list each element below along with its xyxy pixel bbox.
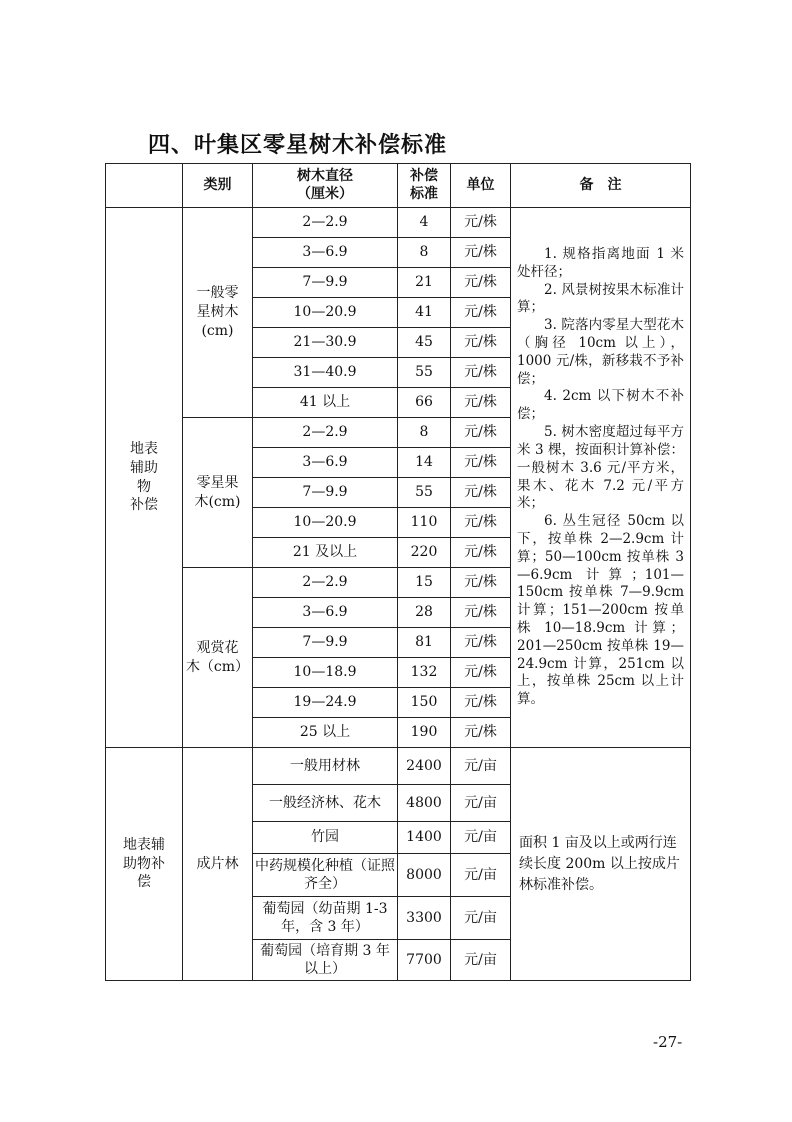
forest-item-cell: 一般用材林 bbox=[253, 748, 398, 785]
diameter-cell: 21 及以上 bbox=[253, 538, 398, 568]
group-label-surface-compensation-2-line: 助物补 bbox=[123, 855, 165, 872]
unit-cell: 元/株 bbox=[451, 328, 511, 358]
header-diameter-label: 树木直径 bbox=[297, 168, 353, 184]
unit-cell: 元/亩 bbox=[451, 854, 511, 897]
standard-cell: 55 bbox=[398, 358, 451, 388]
unit-cell: 元/亩 bbox=[451, 748, 511, 785]
diameter-cell: 25 以上 bbox=[253, 718, 398, 748]
diameter-cell: 2—2.9 bbox=[253, 568, 398, 598]
standard-cell: 45 bbox=[398, 328, 451, 358]
forest-item-cell: 葡萄园（培育期 3 年以上） bbox=[253, 940, 398, 981]
diameter-cell: 7—9.9 bbox=[253, 268, 398, 298]
header-diameter-unit: （厘米） bbox=[297, 185, 353, 202]
unit-cell: 元/株 bbox=[451, 688, 511, 718]
header-unit: 单位 bbox=[451, 164, 511, 208]
page-title: 四、叶集区零星树木补偿标准 bbox=[148, 133, 448, 158]
unit-cell: 元/株 bbox=[451, 388, 511, 418]
standard-cell: 8 bbox=[398, 238, 451, 268]
diameter-cell: 7—9.9 bbox=[253, 478, 398, 508]
unit-cell: 元/株 bbox=[451, 238, 511, 268]
header-row bbox=[106, 164, 691, 208]
group-label-surface-compensation-2-line: 偿 bbox=[137, 874, 151, 891]
diameter-cell: 31—40.9 bbox=[253, 358, 398, 388]
standard-cell: 132 bbox=[398, 658, 451, 688]
header-standard bbox=[398, 164, 451, 208]
diameter-cell: 10—18.9 bbox=[253, 658, 398, 688]
standard-cell: 66 bbox=[398, 388, 451, 418]
table-row bbox=[106, 208, 691, 238]
forest-item-cell: 葡萄园（幼苗期 1-3 年，含 3 年） bbox=[253, 897, 398, 940]
diameter-cell: 3—6.9 bbox=[253, 448, 398, 478]
diameter-cell: 41 以上 bbox=[253, 388, 398, 418]
header-standard-line2: 标准 bbox=[410, 185, 438, 202]
unit-cell: 元/株 bbox=[451, 208, 511, 238]
diameter-cell: 21—30.9 bbox=[253, 328, 398, 358]
standard-cell: 190 bbox=[398, 718, 451, 748]
standard-cell: 220 bbox=[398, 538, 451, 568]
category-ornamental-trees bbox=[183, 568, 253, 748]
standard-cell: 4 bbox=[398, 208, 451, 238]
standard-cell: 7700 bbox=[398, 940, 451, 981]
group-label-surface-compensation-line: 物 bbox=[137, 478, 151, 495]
header-category: 类别 bbox=[183, 164, 253, 208]
unit-cell: 元/株 bbox=[451, 658, 511, 688]
diameter-cell: 2—2.9 bbox=[253, 418, 398, 448]
group-label-surface-compensation-line: 辅助 bbox=[130, 459, 158, 476]
unit-cell: 元/株 bbox=[451, 298, 511, 328]
standard-cell: 14 bbox=[398, 448, 451, 478]
group-label-surface-compensation-line: 补偿 bbox=[130, 497, 158, 514]
header-standard-line1: 补偿 bbox=[410, 168, 438, 184]
category-fruit-trees bbox=[183, 418, 253, 568]
diameter-cell: 3—6.9 bbox=[253, 238, 398, 268]
remark-item: 4. 2cm 以下树木不补偿； bbox=[517, 388, 684, 423]
standard-cell: 110 bbox=[398, 508, 451, 538]
remark-item: 2. 风景树按果木标准计算； bbox=[517, 281, 684, 316]
diameter-cell: 10—20.9 bbox=[253, 508, 398, 538]
unit-cell: 元/株 bbox=[451, 718, 511, 748]
standard-cell: 150 bbox=[398, 688, 451, 718]
standard-cell: 8 bbox=[398, 418, 451, 448]
unit-cell: 元/株 bbox=[451, 448, 511, 478]
forest-item-cell: 一般经济林、花木 bbox=[253, 785, 398, 822]
unit-cell: 元/株 bbox=[451, 508, 511, 538]
unit-cell: 元/株 bbox=[451, 538, 511, 568]
diameter-cell: 19—24.9 bbox=[253, 688, 398, 718]
category-ornamental-trees-line: 木（cm） bbox=[185, 658, 250, 675]
forest-item-cell: 中药规模化种植（证照齐全） bbox=[253, 854, 398, 897]
group-label-surface-compensation-2 bbox=[106, 748, 183, 981]
unit-cell: 元/株 bbox=[451, 628, 511, 658]
diameter-cell: 7—9.9 bbox=[253, 628, 398, 658]
compensation-table bbox=[105, 163, 691, 981]
unit-cell: 元/株 bbox=[451, 568, 511, 598]
forest-item-cell: 竹园 bbox=[253, 822, 398, 854]
unit-cell: 元/株 bbox=[451, 418, 511, 448]
group-label-surface-compensation-line: 地表 bbox=[130, 440, 158, 457]
unit-cell: 元/亩 bbox=[451, 940, 511, 981]
unit-cell: 元/亩 bbox=[451, 822, 511, 854]
category-forest: 成片林 bbox=[183, 748, 253, 981]
standard-cell: 28 bbox=[398, 598, 451, 628]
standard-cell: 55 bbox=[398, 478, 451, 508]
standard-cell: 3300 bbox=[398, 897, 451, 940]
remark-item: 3. 院落内零星大型花木（胸径 10cm 以上），1000 元/株，新移栽不予补偿； bbox=[517, 317, 684, 387]
group-label-surface-compensation bbox=[106, 208, 183, 748]
header-blank bbox=[106, 164, 183, 208]
header-diameter bbox=[253, 164, 398, 208]
category-ornamental-trees-line: 观赏花 bbox=[196, 639, 239, 656]
remark-item: 6. 丛生冠径 50cm 以下，按单株 2—2.9cm 计算；50—100cm 按单株 3—6.9cm 计算；101—150cm 按单株 7—9.9cm 计算；151—200cm 按单株 10—18.9cm 计算；201—250cm 按单株 19—24.9cm 计算，251cm 以上，按单株 25cm 以上计算。 bbox=[517, 513, 684, 708]
header-remarks: 备 注 bbox=[511, 164, 691, 208]
category-fruit-trees-line: 零星果 bbox=[196, 474, 239, 491]
standard-cell: 15 bbox=[398, 568, 451, 598]
category-ordinary-trees-line: 一般零 bbox=[196, 285, 239, 302]
diameter-cell: 3—6.9 bbox=[253, 598, 398, 628]
category-ordinary-trees-line: 星树木 bbox=[196, 304, 239, 321]
diameter-cell: 10—20.9 bbox=[253, 298, 398, 328]
category-fruit-trees-line: 木(cm) bbox=[194, 493, 241, 510]
standard-cell: 2400 bbox=[398, 748, 451, 785]
category-ordinary-trees-line: (cm) bbox=[201, 322, 234, 339]
remarks-cell bbox=[511, 208, 691, 748]
page-number: -27- bbox=[653, 1033, 683, 1051]
unit-cell: 元/亩 bbox=[451, 897, 511, 940]
remarks-cell-forest: 面积 1 亩及以上或两行连续长度 200m 以上按成片林标准补偿。 bbox=[511, 748, 691, 981]
remark-item: 1. 规格指离地面 1 米处杆径； bbox=[517, 245, 684, 280]
unit-cell: 元/亩 bbox=[451, 785, 511, 822]
standard-cell: 8000 bbox=[398, 854, 451, 897]
standard-cell: 41 bbox=[398, 298, 451, 328]
unit-cell: 元/株 bbox=[451, 478, 511, 508]
unit-cell: 元/株 bbox=[451, 598, 511, 628]
diameter-cell: 2—2.9 bbox=[253, 208, 398, 238]
remark-item: 5. 树木密度超过每平方米 3 棵，按面积计算补偿：一般树木 3.6 元/平方米，果木、花木 7.2 元/平方米； bbox=[517, 424, 684, 512]
standard-cell: 81 bbox=[398, 628, 451, 658]
unit-cell: 元/株 bbox=[451, 358, 511, 388]
category-ordinary-trees bbox=[183, 208, 253, 418]
table-row bbox=[106, 748, 691, 785]
standard-cell: 1400 bbox=[398, 822, 451, 854]
unit-cell: 元/株 bbox=[451, 268, 511, 298]
group-label-surface-compensation-2-line: 地表辅 bbox=[123, 836, 165, 853]
standard-cell: 4800 bbox=[398, 785, 451, 822]
standard-cell: 21 bbox=[398, 268, 451, 298]
